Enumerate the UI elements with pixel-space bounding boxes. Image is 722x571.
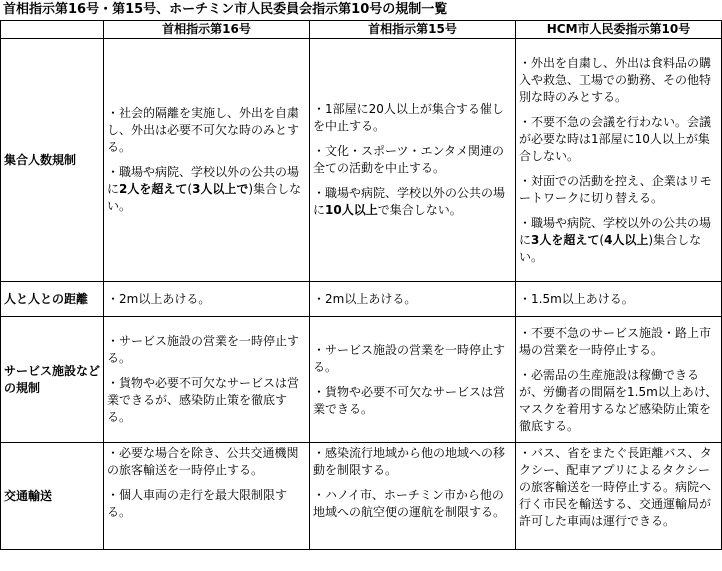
cell-paragraph: [519, 114, 718, 165]
cell-text: ・感染流行地域から他の地域への移動を制限する。: [313, 446, 506, 477]
cell-gathering-10: [516, 39, 722, 282]
cell-gathering-16: [104, 39, 310, 282]
header-directive-15: 首相指示第15号: [310, 21, 516, 39]
table-row: [1, 317, 722, 443]
cell-text: )集合しない。: [107, 182, 302, 213]
header-corner: [1, 21, 104, 39]
row-label-services: サービス施設などの規制: [1, 317, 104, 443]
cell-paragraph: [107, 375, 306, 426]
cell-text: ・個人車両の走行を最大限制限する。: [107, 488, 288, 519]
cell-paragraph: [519, 55, 718, 106]
row-label-distance: 人と人との距離: [1, 282, 104, 317]
table-row: [1, 443, 722, 550]
cell-paragraph: [519, 291, 718, 308]
cell-paragraph: [313, 101, 512, 135]
cell-paragraph: [107, 164, 306, 215]
cell-text: ・バス、省をまたぐ長距離バス、タクシー、配車アプリによるタクシーの旅客輸送を一時停止する。病院へ行く市民を輸送する、交通運輸局が許可した車両は運行できる。: [519, 446, 712, 528]
cell-paragraph: [519, 367, 718, 435]
cell-paragraph: [313, 342, 512, 376]
cell-paragraph: [107, 487, 306, 521]
cell-text: )集合しない。: [519, 232, 702, 264]
cell-paragraph: [313, 143, 512, 177]
cell-services-10: [516, 317, 722, 443]
cell-text: ・文化・スポーツ・エンタメ関連の全ての活動を中止する。: [313, 144, 505, 175]
cell-text: ・サービス施設の営業を一時停止する。: [313, 342, 506, 374]
cell-transport-15: [310, 443, 516, 550]
cell-paragraph: [313, 185, 512, 219]
cell-paragraph: [107, 291, 306, 308]
cell-text: ・職場や病院、学校以外の公共の場に: [519, 215, 712, 247]
cell-services-15: [310, 317, 516, 443]
emphasized-text: 3人を超えて: [531, 232, 600, 247]
cell-text: ・2m以上あける。: [313, 291, 417, 306]
cell-paragraph: [519, 325, 718, 359]
cell-distance-10: [516, 282, 722, 317]
cell-text: (: [187, 182, 193, 196]
cell-paragraph: [519, 215, 718, 266]
emphasized-text: 4人以上: [604, 232, 649, 247]
cell-services-16: [104, 317, 310, 443]
cell-paragraph: [313, 291, 512, 308]
cell-text: (: [599, 232, 605, 247]
cell-transport-16: [104, 443, 310, 550]
page-title: 首相指示第16号・第15号、ホーチミン市人民委員会指示第10号の規制一覧: [3, 2, 448, 17]
cell-distance-16: [104, 282, 310, 317]
cell-text: ・社会的隔離を実施し、外出を自粛し、外出は必要不可欠な時のみとする。: [107, 106, 300, 154]
cell-text: ・必需品の生産施設は稼働できるが、労働者の間隔を1.5m以上あけ、マスクを着用するなど感染防止策を徹底する。: [519, 367, 718, 433]
cell-text: ・必要な場合を除き、公共交通機関の旅客輸送を一時停止する。: [107, 446, 299, 477]
cell-text: ・2m以上あける。: [107, 291, 211, 306]
cell-paragraph: [107, 445, 306, 479]
row-label-gathering: 集合人数規制: [1, 39, 104, 282]
cell-paragraph: [519, 445, 718, 530]
regulation-table: [0, 20, 722, 550]
header-directive-16: 首相指示第16号: [104, 21, 310, 39]
cell-text: ・対面での活動を控え、企業はリモートワークに切り替える。: [519, 173, 712, 205]
cell-paragraph: [107, 333, 306, 367]
cell-text: ・ハノイ市、ホーチミン市から他の地域への航空便の運航を制限する。: [313, 488, 506, 519]
cell-text: で集合しない。: [377, 203, 462, 217]
cell-text: ・サービス施設の営業を一時停止する。: [107, 334, 300, 365]
table-row: [1, 39, 722, 282]
table-row: [1, 282, 722, 317]
cell-gathering-15: [310, 39, 516, 282]
cell-distance-15: [310, 282, 516, 317]
emphasized-text: 10人以上: [325, 203, 378, 217]
cell-text: ・貨物や必要不可欠なサービスは営業できるが、感染防止策を徹底する。: [107, 376, 300, 424]
cell-text: ・職場や病院、学校以外の公共の場に: [107, 165, 300, 196]
cell-paragraph: [519, 173, 718, 207]
emphasized-text: 2人を超えて: [119, 182, 188, 196]
cell-paragraph: [107, 105, 306, 156]
cell-paragraph: [313, 445, 512, 479]
cell-text: ・貨物や必要不可欠なサービスは営業できる。: [313, 384, 506, 416]
cell-text: ・職場や病院、学校以外の公共の場に: [313, 186, 506, 217]
header-hcm-directive-10: HCM市人民委指示第10号: [516, 21, 722, 39]
cell-text: ・不要不急の会議を行わない。会議が必要な時は1部屋に10人以上が集合しない。: [519, 114, 712, 163]
cell-paragraph: [313, 384, 512, 418]
cell-text: ・1.5m以上あける。: [519, 291, 634, 306]
row-label-transport: 交通輸送: [1, 443, 104, 550]
cell-text: ・不要不急のサービス施設・路上市場の営業を一時停止する。: [519, 325, 712, 357]
cell-text: ・1部屋に20人以上が集合する催しを中止する。: [313, 102, 504, 133]
cell-paragraph: [313, 487, 512, 521]
header-row: [1, 21, 722, 39]
cell-transport-10: [516, 443, 722, 550]
cell-text: ・外出を自粛し、外出は食料品の購入や救急、工場での勤務、その他特別な時のみとする。: [519, 55, 712, 104]
emphasized-text: 3人以上で: [192, 182, 249, 196]
